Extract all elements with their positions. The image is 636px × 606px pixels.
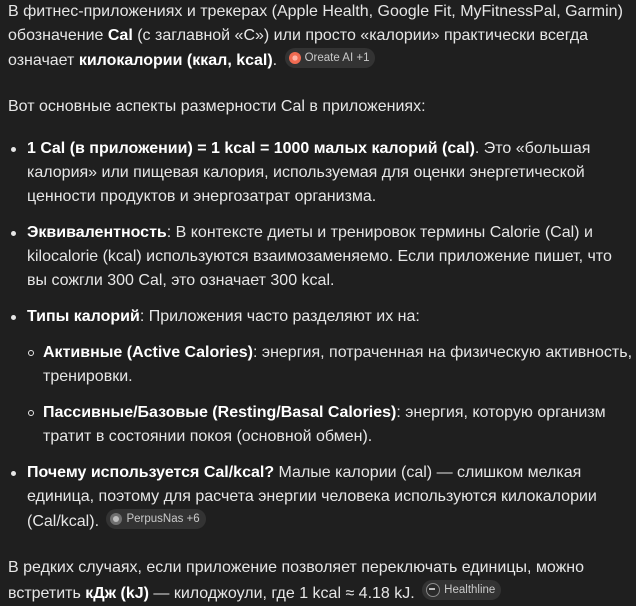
- bullet-bold: Почему используется Cal/kcal?: [27, 464, 275, 481]
- kj-text-2: — килоджоули, где 1 kcal ≈ 4.18 kJ.: [148, 585, 415, 602]
- source-chip-healthline[interactable]: [422, 580, 501, 600]
- source-chip-perpusnas[interactable]: [106, 509, 205, 529]
- bullet-bold: Эквивалентность: [27, 224, 167, 241]
- source-chip-label: Healthline: [444, 584, 496, 596]
- calorie-types-sublist: [27, 341, 636, 449]
- source-chip-oreate[interactable]: [285, 48, 376, 68]
- source-chip-label: Oreate AI +1: [304, 52, 370, 64]
- sub-bullet-bold: Пассивные/Базовые (Resting/Basal Calories): [43, 404, 397, 421]
- oreate-logo-icon: [289, 52, 301, 64]
- bullet-text: : В контексте диеты и тренировок термины Calorie (Cal) и kilocalorie (kcal) используются взаимозаменяемо. Если приложение пишет, что вы сожгли 300 Cal, это означает 300 kcal.: [27, 224, 612, 289]
- aspects-heading: Вот основные аспекты размерности Cal в приложениях:: [8, 98, 426, 115]
- intro-text-2: (с заглавной «C») или просто «калории» практически всегда означает: [8, 27, 589, 69]
- kj-paragraph: [8, 556, 636, 606]
- bullet-text: . Это «большая калория» или пищевая калория, используемая для оценки энергетической ценности продуктов и энергозатрат организма.: [27, 140, 591, 205]
- bullet-bold: Типы калорий: [27, 308, 140, 325]
- intro-bold-kcal: килокалории (ккал, kcal): [78, 52, 273, 69]
- kj-text-1: В редких случаях, если приложение позволяет переключать единицы, можно встретить: [8, 559, 585, 602]
- sub-bullet-bold: Активные (Active Calories): [43, 344, 254, 361]
- list-item: [8, 305, 636, 449]
- aspects-list: [8, 137, 636, 534]
- sub-bullet-text: : энергия, которую организм тратит в состоянии покоя (основной обмен).: [43, 404, 606, 445]
- intro-bold-cal: Cal: [107, 27, 133, 44]
- list-item: [8, 461, 636, 534]
- list-item: [8, 221, 636, 293]
- bullet-text: Малые калории (cal) — слишком мелкая единица, поэтому для расчета энергии человека используются килокалории (Cal/kcal).: [27, 464, 597, 530]
- kj-bold: кДж (kJ): [85, 585, 149, 602]
- source-chip-label: PerpusNas +6: [126, 513, 200, 525]
- perpusnas-logo-icon: [110, 513, 122, 525]
- sub-list-item: [27, 401, 636, 449]
- list-item: [8, 137, 636, 209]
- bullet-text: : Приложения часто разделяют их на:: [139, 308, 420, 325]
- intro-text-3: .: [272, 52, 278, 69]
- intro-text-1: В фитнес-приложениях и трекерах (Apple Health, Google Fit, MyFitnessPal, Garmin) обозначение: [8, 3, 623, 44]
- bullet-bold: 1 Cal (в приложении) = 1 kcal = 1000 малых калорий (cal): [27, 140, 475, 157]
- sub-list-item: [27, 341, 636, 389]
- healthline-logo-icon: [426, 583, 440, 597]
- intro-paragraph: [8, 0, 636, 73]
- sub-bullet-text: : энергия, потраченная на физическую активность, тренировки.: [43, 344, 633, 385]
